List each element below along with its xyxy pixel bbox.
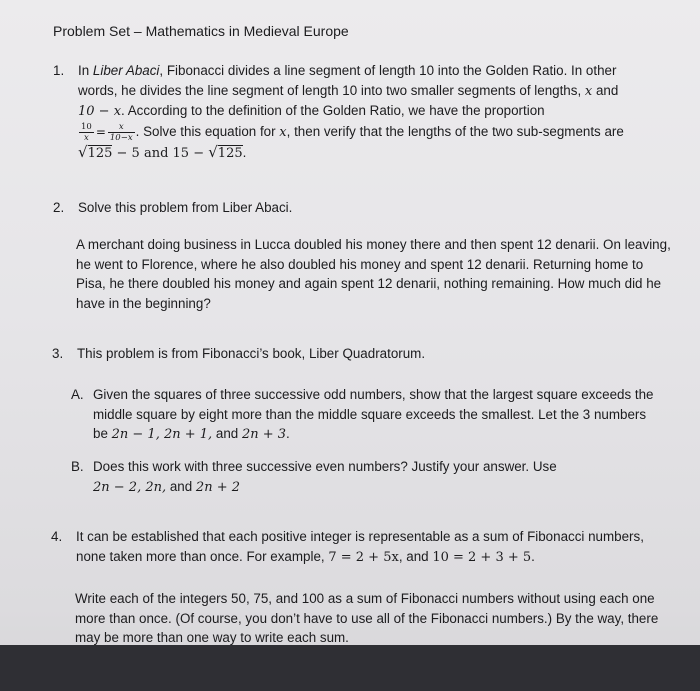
text: Does this work with three successive even numbers? Justify your answer. Use: [93, 459, 557, 474]
math-variable: x: [584, 83, 593, 99]
text: .: [531, 548, 535, 564]
problem-2: [53, 198, 663, 218]
text: Given the squares of three successive odd numbers, show that the largest square exceeds the middle square by eight more than the middle square exceeds the smallest. Let the 3 numbers be: [93, 387, 654, 441]
denominator: x: [84, 132, 89, 143]
book-title: Liber Abaci: [92, 63, 160, 78]
math-expression: 2n − 2, 2n,: [93, 479, 167, 495]
problem-3-part-a: [71, 385, 658, 445]
math-expression: 2n + 3: [241, 427, 287, 442]
math-expression: 10 − x: [78, 104, 122, 119]
equals-sign: =: [95, 124, 106, 139]
problem-4-text: [76, 527, 676, 567]
part-label: A.: [71, 387, 84, 402]
numerator: 10: [81, 121, 92, 132]
text: .: [242, 144, 247, 160]
sqrt-125: √125: [78, 142, 113, 161]
text: , Fibonacci divides a line segment of length 10 into the Golden Ratio. In other words, he divides the line segment of length 10 into two smaller segments of lengths,: [78, 63, 617, 98]
math-expression: 7 = 2 + 5x: [328, 549, 399, 565]
text: .: [286, 426, 290, 441]
math-expression: − 5 and 15 −: [112, 145, 209, 161]
denominator: 10−x: [109, 132, 133, 143]
fraction-x-over-10-minus-x: [108, 122, 135, 143]
problem-number: 4.: [51, 529, 63, 544]
text: . According to the definition of the Golden Ratio, we have the proportion: [121, 103, 545, 118]
math-variable: x: [279, 124, 287, 140]
math-expression: 2n − 1, 2n + 1,: [111, 427, 213, 442]
text: , then verify that the lengths of the two sub-segments are: [286, 123, 624, 139]
problem-1: [53, 61, 658, 163]
problem-number: 1.: [53, 63, 65, 78]
text: and: [592, 82, 619, 98]
problem-3-intro: This problem is from Fibonacci’s book, Liber Quadratorum.: [77, 346, 426, 361]
numerator: x: [118, 121, 124, 132]
problem-number: 3.: [52, 346, 64, 361]
text: , and: [398, 548, 433, 564]
text: . Solve this equation for: [135, 123, 280, 139]
math-expression: 2n + 2: [195, 479, 240, 495]
text: It can be established that each positive integer is representable as a sum of Fibonacci numbers, none taken more than once. For example,: [76, 529, 644, 564]
problem-4: [51, 527, 676, 567]
problem-2-intro: Solve this problem from Liber Abaci.: [78, 200, 293, 215]
problem-number: 2.: [53, 200, 65, 215]
problem-4-body: Write each of the integers 50, 75, and 100 as a sum of Fibonacci numbers without using each one more than once. (Of course, you don’t have to use all of the Fibonacci numbers.) By the way, there may be more than one way to write each sum.: [75, 591, 659, 645]
sqrt-125: √125: [208, 142, 243, 161]
fraction-10-over-x: [79, 122, 94, 143]
text: and: [212, 426, 242, 441]
text: In: [78, 63, 90, 78]
problem-3: [52, 344, 662, 364]
part-label: B.: [71, 459, 84, 474]
document-title: Problem Set – Mathematics in Medieval Europe: [53, 23, 349, 39]
dark-background-band: [0, 645, 700, 691]
problem-2-body: A merchant doing business in Lucca doubled his money there and then spent 12 denarii. On leaving, he went to Florence, where he also doubled his money and spent 12 denarii. Returning home to Pisa, he there doubled his money and again spent 12 denarii, nothing remaining. How much did he have in the beginning?: [76, 237, 671, 311]
math-expression: 10 = 2 + 3 + 5: [432, 549, 532, 565]
text: and: [166, 478, 196, 494]
problem-3-part-b: [71, 457, 658, 497]
problem-1-text: [78, 61, 658, 163]
